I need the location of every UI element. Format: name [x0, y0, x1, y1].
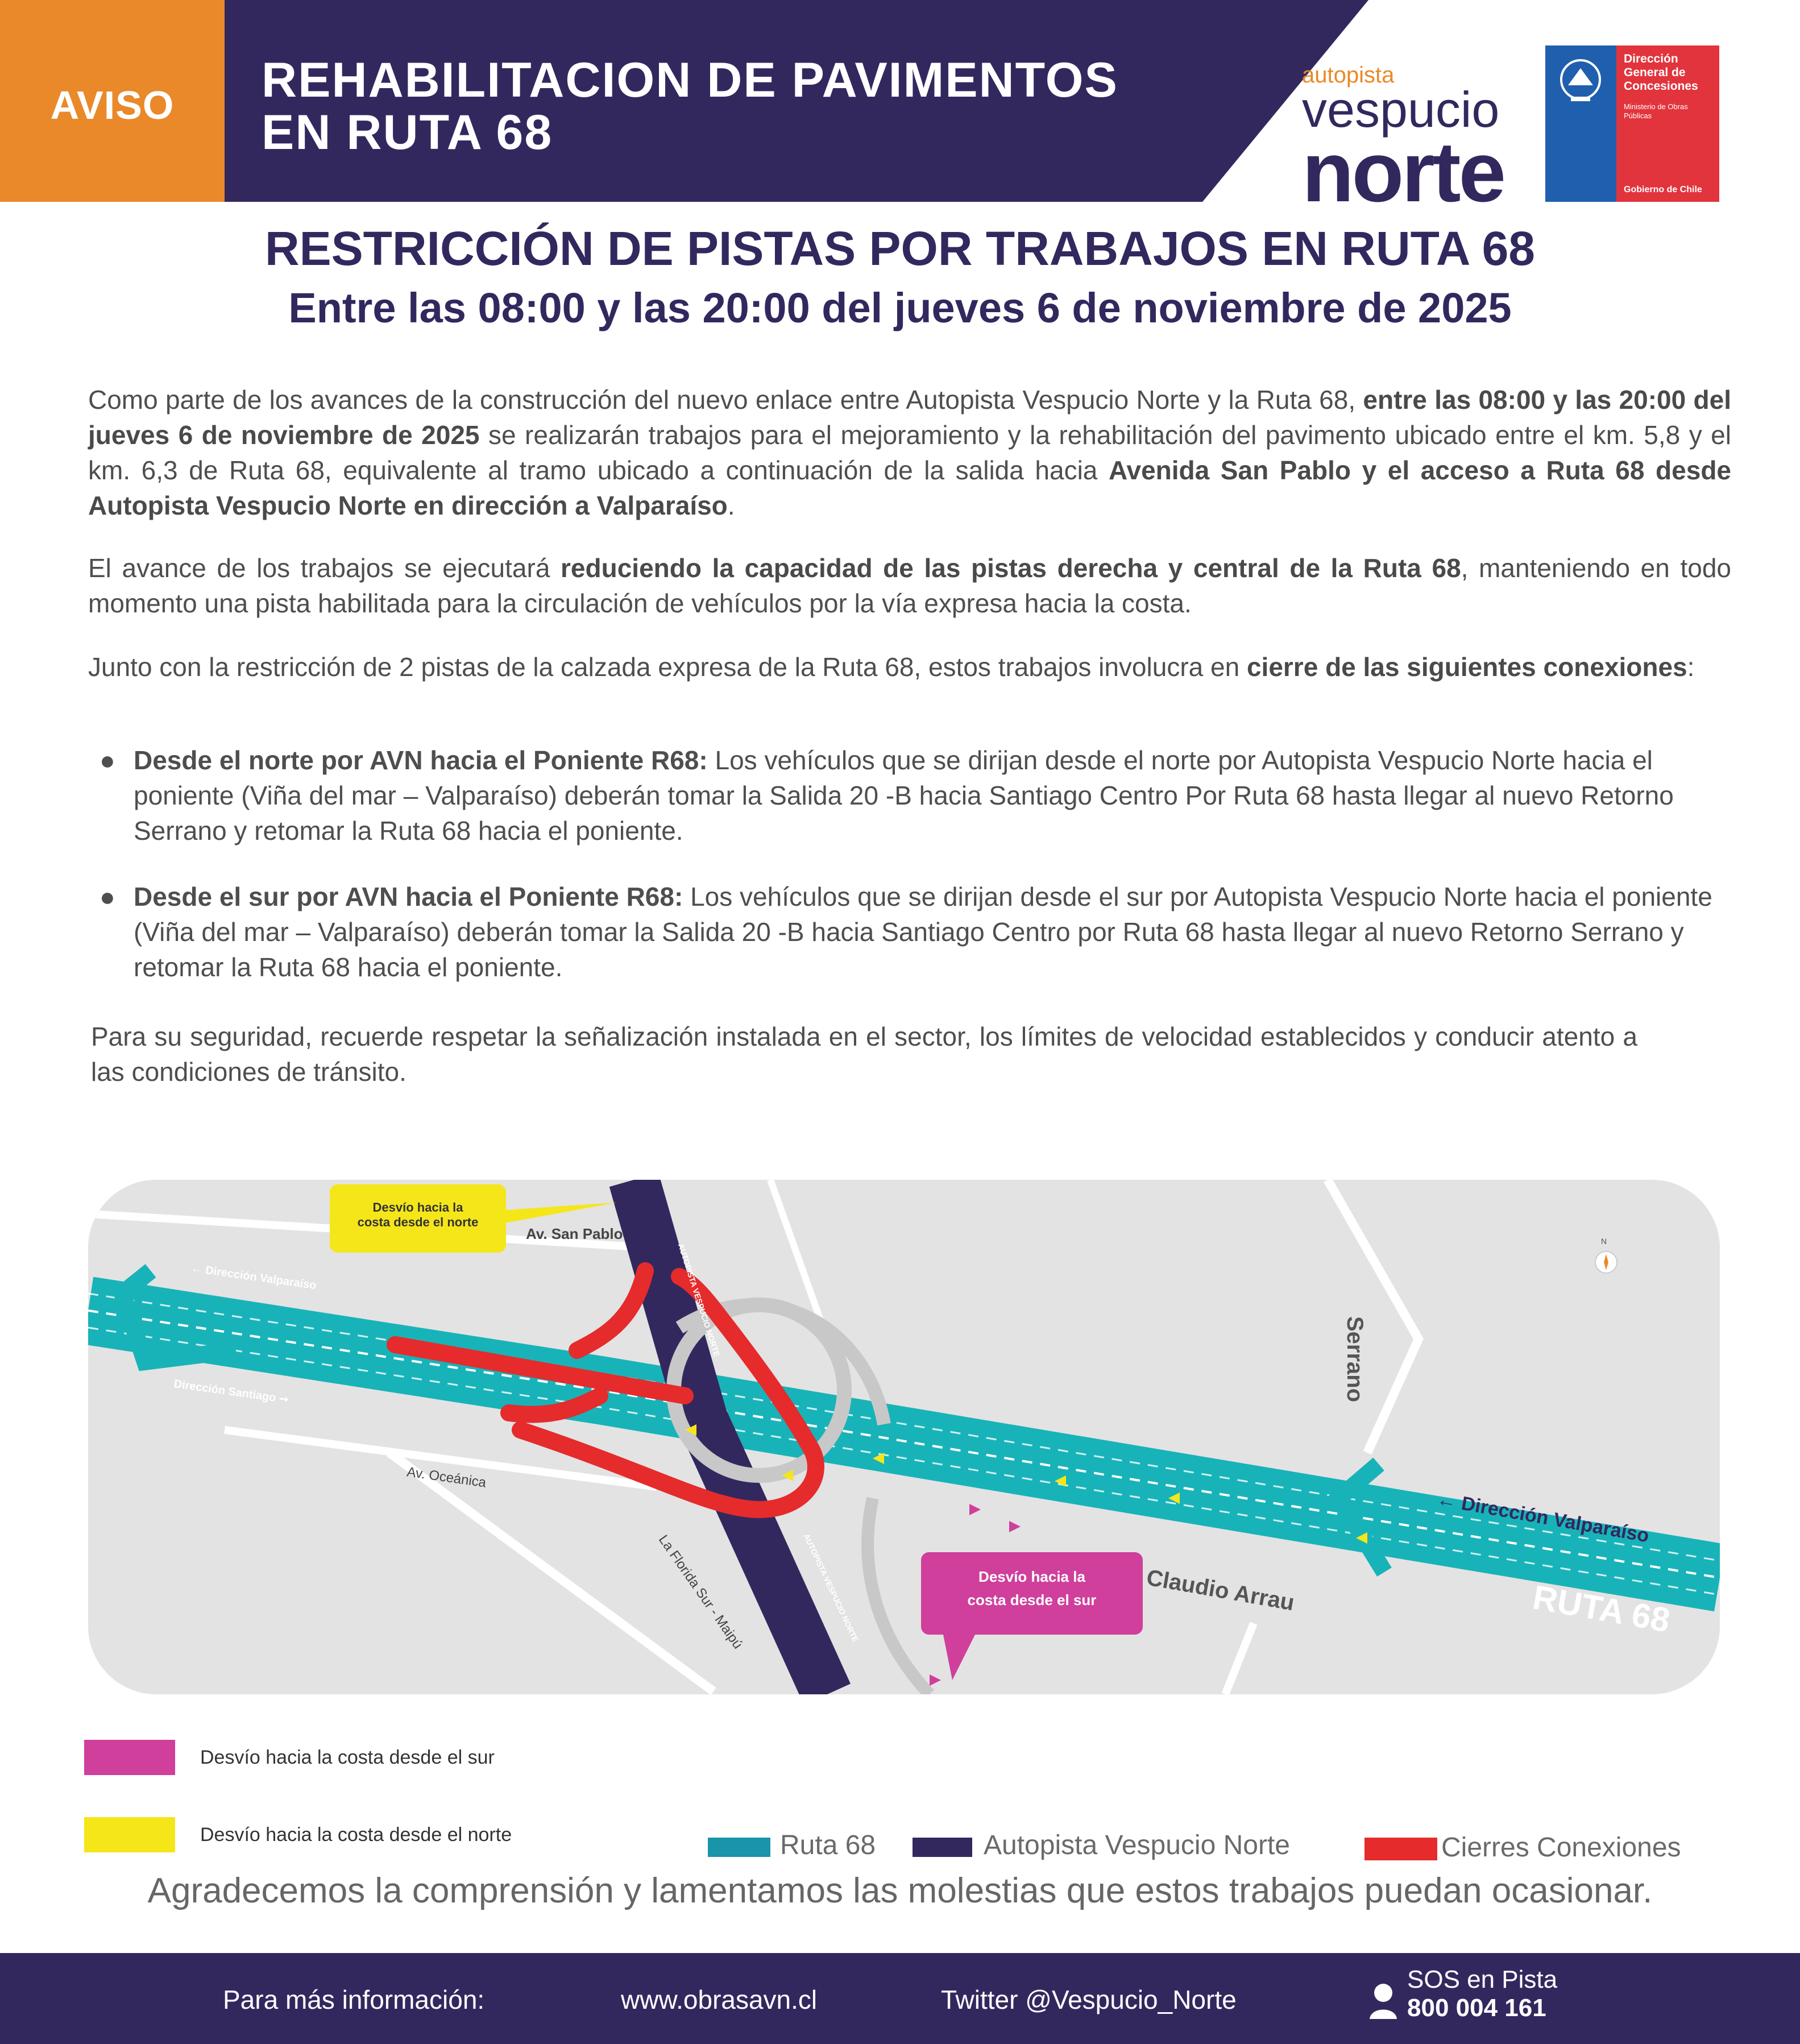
- gov-dgc-text: Dirección General de Concesiones: [1624, 52, 1698, 93]
- gov-ministry: Ministerio de Obras Públicas: [1624, 102, 1688, 120]
- legend-swatch-closures: [1364, 1838, 1437, 1860]
- paragraph-2: El avance de los trabajos se ejecutará reduciendo la capacidad de las pistas derecha y central de la Ruta 68, manteniendo en todo momento una pista habilitada para la circulación de vehículos por la vía expresa hacia la costa.: [88, 553, 1731, 618]
- aviso-label: AVISO: [50, 83, 175, 127]
- legend-north: Desvío hacia la costa desde el norte: [200, 1824, 512, 1846]
- bullet-dot-icon: ●: [99, 882, 115, 911]
- label-avn-south: AUTOPISTA VESPUCIO NORTE: [802, 1532, 860, 1644]
- label-dir-valparaiso-right: ← Dirección Valparaíso: [1435, 1488, 1651, 1547]
- label-serrano: Serrano: [1342, 1316, 1367, 1403]
- bullet-dot-icon: ●: [99, 745, 115, 775]
- sub-title: Entre las 08:00 y las 20:00 del jueves 6 de noviembre de 2025: [288, 284, 1512, 331]
- callout-south: Desvío hacia la costa desde el sur: [921, 1552, 1143, 1635]
- legend-avn: Autopista Vespucio Norte: [984, 1830, 1290, 1860]
- main-title: RESTRICCIÓN DE PISTAS POR TRABAJOS EN RUTA 68: [264, 222, 1536, 275]
- legend-swatch-north: [84, 1817, 175, 1852]
- label-dir-valparaiso-left: ← Dirección Valparaíso: [190, 1262, 317, 1292]
- legend-south: Desvío hacia la costa desde el sur: [200, 1747, 495, 1768]
- compass-icon: [1595, 1251, 1617, 1274]
- footer-twitter-link[interactable]: Twitter @Vespucio_Norte: [941, 1985, 1237, 2014]
- footer-sos: SOS en Pista: [1407, 1966, 1558, 1993]
- footer: [0, 1953, 1800, 2044]
- header-title-line2: EN RUTA 68: [262, 105, 553, 160]
- legend-ruta68: Ruta 68: [780, 1830, 876, 1860]
- callout-north: Desvío hacia la costa desde el norte: [330, 1184, 506, 1253]
- map-drawing: [88, 1180, 1720, 1694]
- logo-norte: norte: [1302, 124, 1504, 219]
- coat-of-arms-icon: [1545, 45, 1616, 125]
- logo-vespucio: vespucio: [1302, 81, 1500, 138]
- header-title-line1: REHABILITACION DE PAVIMENTOS: [262, 53, 1118, 107]
- label-dir-santiago: Dirección Santiago ➞: [173, 1377, 289, 1407]
- footer-phone[interactable]: 800 004 161: [1407, 1994, 1546, 2022]
- label-north: N: [1601, 1237, 1607, 1246]
- label-av-oceanica: Av. Oceánica: [405, 1464, 487, 1491]
- phone-icon: [1367, 1981, 1399, 2024]
- label-ruta68: RUTA 68: [1530, 1578, 1673, 1640]
- aviso-badge: [0, 0, 225, 202]
- label-la-florida: La Florida Sur - Maipú: [655, 1532, 746, 1652]
- paragraph-1: Como parte de los avances de la construcción del nuevo enlace entre Autopista Vespucio Norte y la Ruta 68, entre las 08:00 y las 20:00 del jueves 6 de noviembre de 2025 se realizarán trabajos para el mejoramiento y la rehabilitación del pavimento ubicado entre el km. 5,8 y el km. 6,3 de Ruta 68, equivalente al tramo ubicado a continuación de la salida hacia Avenida San Pablo y el acceso a Ruta 68 desde Autopista Vespucio Norte en dirección a Valparaíso.: [88, 385, 1731, 520]
- legend-swatch-avn: [913, 1838, 972, 1857]
- bullet-south: ● Desde el sur por AVN hacia el Poniente R68: Los vehículos que se dirijan desde el sur por Autopista Vespucio Norte hacia el poniente (Viña del mar – Valparaíso) deberán tomar la Salida 20 -B hacia Santiago Centro por Ruta 68 hasta llegar al nuevo Retorno Serrano y retomar la Ruta 68 hacia el poniente.: [134, 879, 1726, 985]
- label-avn-north: AUTOPISTA VESPUCIO NORTE: [676, 1242, 722, 1358]
- logo-autopista: autopista: [1302, 63, 1395, 88]
- legend-closures: Cierres Conexiones: [1441, 1832, 1681, 1863]
- legend-swatch-ruta68: [708, 1838, 770, 1857]
- paragraph-3: Junto con la restricción de 2 pistas de la calzada expresa de la Ruta 68, estos trabajos involucra en cierre de las siguientes conexiones:: [88, 652, 1695, 682]
- gov-footer: Gobierno de Chile: [1624, 185, 1702, 194]
- label-av-san-pablo: Av. San Pablo: [526, 1225, 623, 1242]
- bullet-north: ● Desde el norte por AVN hacia el Poniente R68: Los vehículos que se dirijan desde el norte por Autopista Vespucio Norte hacia el poniente (Viña del mar – Valparaíso) deberán tomar la Salida 20 -B hacia Santiago Centro Por Ruta 68 hasta llegar al nuevo Retorno Serrano y retomar la Ruta 68 hacia el poniente.: [134, 743, 1726, 848]
- gov-blue-panel: [1545, 45, 1616, 202]
- legend-swatch-south: [84, 1740, 175, 1775]
- footer-info: Para más información:: [223, 1985, 485, 2014]
- vespucio-norte-logo: [1302, 63, 1504, 219]
- label-claudio-arrau: Claudio Arrau: [1144, 1565, 1296, 1616]
- gobierno-logo: [1545, 45, 1719, 202]
- route-map: [88, 1180, 1720, 1694]
- paragraph-4: Para su seguridad, recuerde respetar la señalización instalada en el sector, los límites de velocidad establecidos y conducir atento a las condiciones de tránsito.: [91, 1022, 1637, 1087]
- thanks-message: Agradecemos la comprensión y lamentamos las molestias que estos trabajos puedan ocasionar.: [147, 1871, 1653, 1910]
- footer-web-link[interactable]: www.obrasavn.cl: [621, 1985, 818, 2014]
